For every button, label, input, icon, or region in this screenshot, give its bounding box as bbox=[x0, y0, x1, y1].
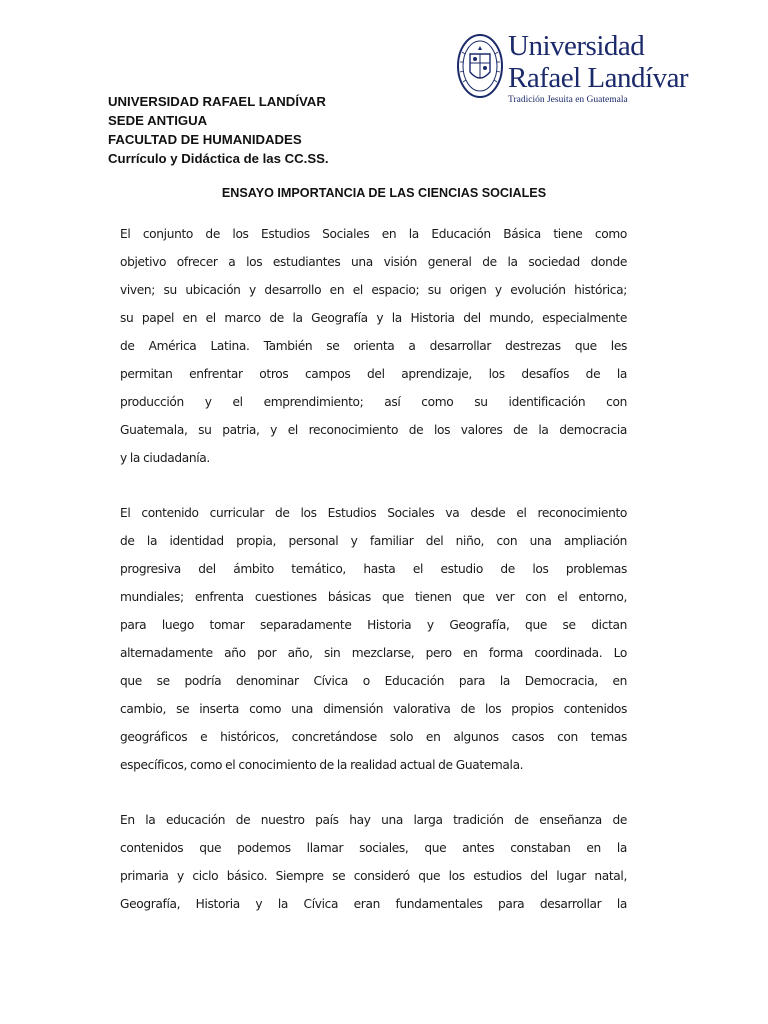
document-header bbox=[108, 92, 329, 168]
paragraph-line: contenidos que podemos llamar sociales, que antes constaban en la bbox=[120, 841, 627, 855]
logo-tagline: Tradición Jesuita en Guatemala bbox=[508, 95, 628, 105]
paragraph-line: y la ciudadanía. bbox=[120, 451, 210, 465]
header-campus: SEDE ANTIGUA bbox=[108, 113, 208, 128]
paragraph-line: mundiales; enfrenta cuestiones básicas que tienen que ver con el entorno, bbox=[120, 590, 627, 604]
header-faculty: FACULTAD DE HUMANIDADES bbox=[108, 132, 302, 147]
paragraph-line: de América Latina. También se orienta a desarrollar destrezas que les bbox=[120, 339, 627, 353]
paragraph-line: geográficos e históricos, concretándose solo en algunos casos con temas bbox=[120, 730, 627, 744]
paragraph-line: alternadamente año por año, sin mezclarse, pero en forma coordinada. Lo bbox=[120, 646, 627, 660]
paragraph-line: primaria y ciclo básico. Siempre se consideró que los estudios del lugar natal, bbox=[120, 869, 627, 883]
paragraph-line: su papel en el marco de la Geografía y la Historia del mundo, especialmente bbox=[120, 311, 627, 325]
paragraph-line: producción y el emprendimiento; así como su identificación con bbox=[120, 395, 627, 409]
paragraph-line: específicos, como el conocimiento de la realidad actual de Guatemala. bbox=[120, 758, 524, 772]
paragraph-line: Guatemala, su patria, y el reconocimiento de los valores de la democracia bbox=[120, 423, 627, 437]
paragraph-line: El contenido curricular de los Estudios Sociales va desde el reconocimiento bbox=[120, 506, 627, 520]
paragraph-line: objetivo ofrecer a los estudiantes una visión general de la sociedad donde bbox=[120, 255, 627, 269]
essay-body bbox=[120, 220, 627, 945]
paragraph-line: cambio, se inserta como una dimensión valorativa de los propios contenidos bbox=[120, 702, 627, 716]
paragraph-line: de la identidad propia, personal y familiar del niño, con una ampliación bbox=[120, 534, 627, 548]
paragraph-line: que se podría denominar Cívica o Educación para la Democracia, en bbox=[120, 674, 627, 688]
logo-name-line1: Universidad bbox=[508, 30, 645, 62]
essay-paragraph bbox=[120, 220, 627, 472]
paragraph-line: En la educación de nuestro país hay una larga tradición de enseñanza de bbox=[120, 813, 627, 827]
paragraph-line: progresiva del ámbito temático, hasta el estudio de los problemas bbox=[120, 562, 627, 576]
header-course: Currículo y Didáctica de las CC.SS. bbox=[108, 151, 329, 166]
essay-title: ENSAYO IMPORTANCIA DE LAS CIENCIAS SOCIALES bbox=[221, 186, 547, 200]
paragraph-line: viven; su ubicación y desarrollo en el espacio; su origen y evolución histórica; bbox=[120, 283, 627, 297]
essay-paragraph bbox=[120, 806, 627, 918]
university-logo bbox=[456, 30, 689, 106]
paragraph-line: El conjunto de los Estudios Sociales en la Educación Básica tiene como bbox=[120, 227, 627, 241]
paragraph-line: permitan enfrentar otros campos del aprendizaje, los desafíos de la bbox=[120, 367, 627, 381]
university-seal-icon bbox=[456, 32, 504, 100]
logo-name-line2: Rafael Landívar bbox=[508, 62, 689, 94]
header-university: UNIVERSIDAD RAFAEL LANDÍVAR bbox=[108, 94, 326, 109]
paragraph-line: Geografía, Historia y la Cívica eran fundamentales para desarrollar la bbox=[120, 897, 627, 911]
essay-paragraph bbox=[120, 499, 627, 779]
paragraph-line: para luego tomar separadamente Historia y Geografía, que se dictan bbox=[120, 618, 627, 632]
